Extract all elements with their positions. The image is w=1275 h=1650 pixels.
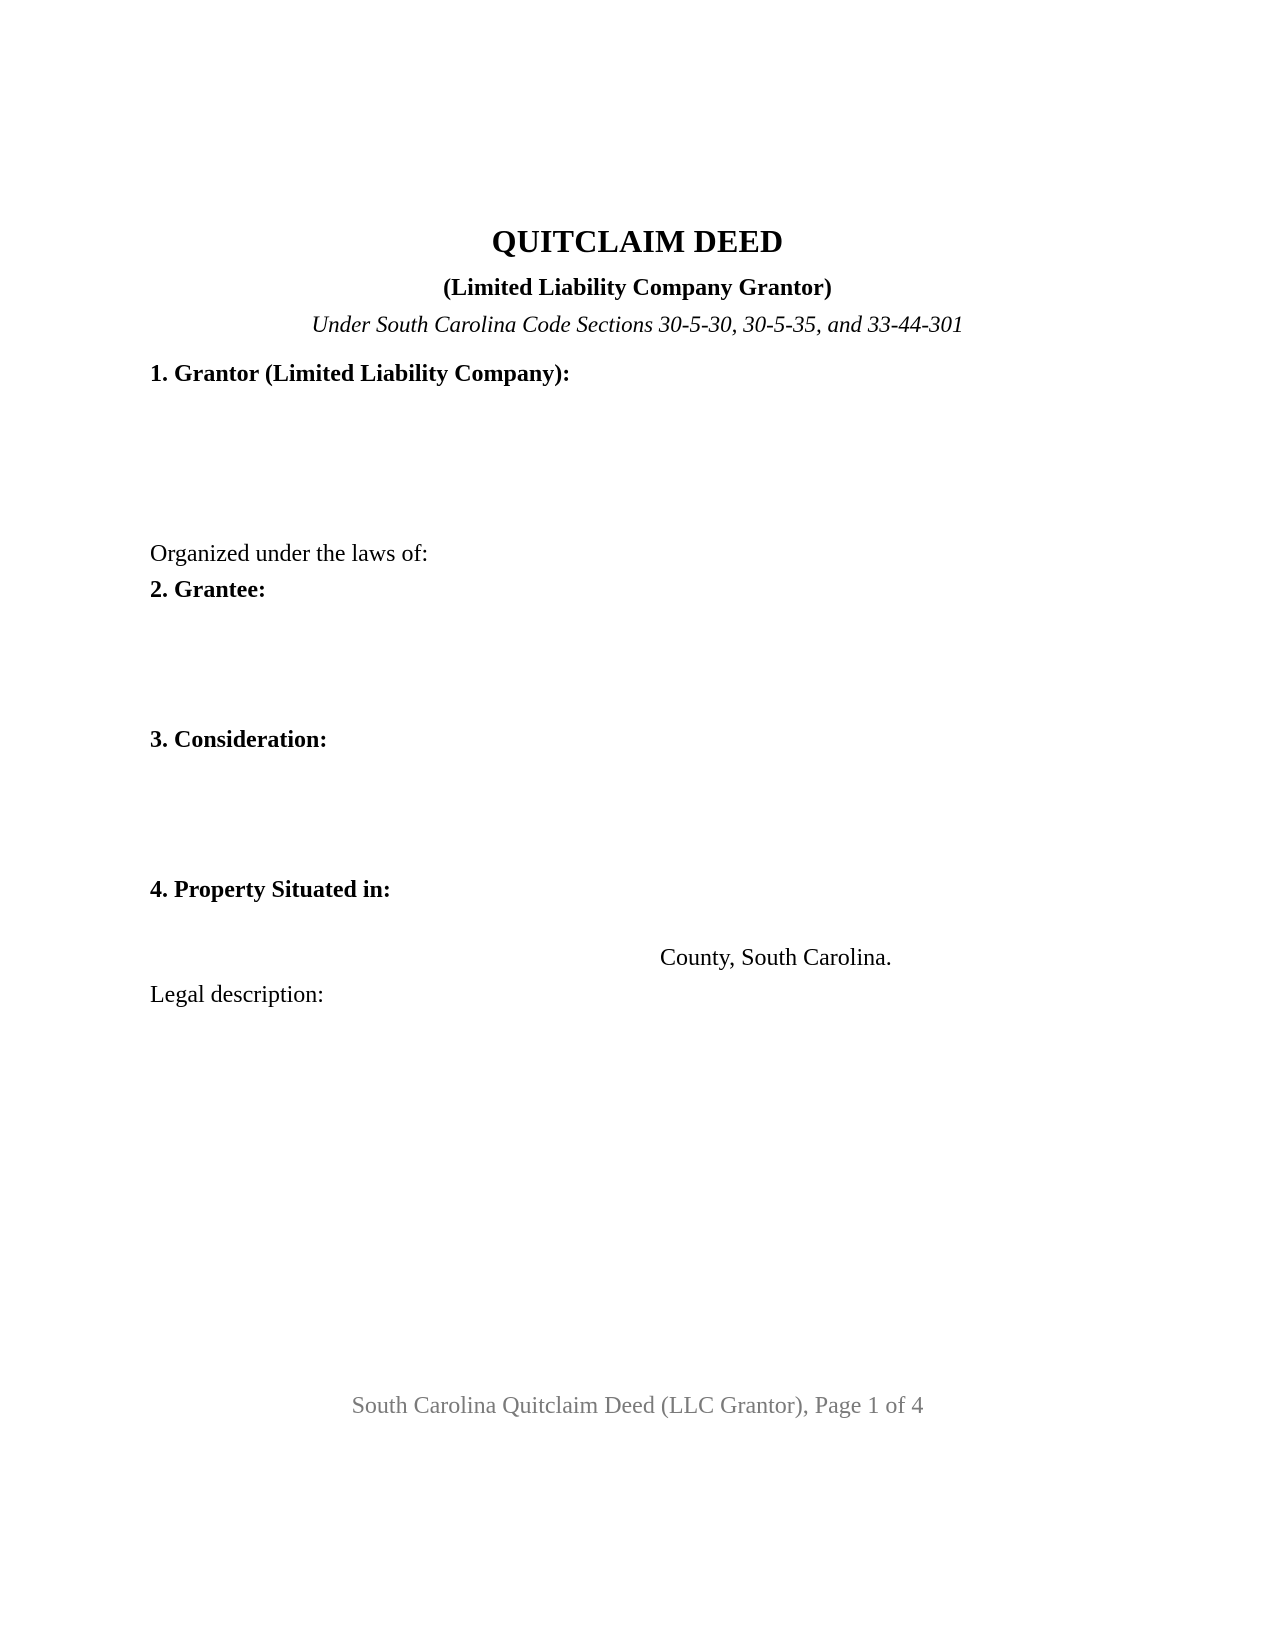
document-title: QUITCLAIM DEED <box>491 223 784 259</box>
grantee-heading: 2. Grantee: <box>150 577 266 603</box>
property-situated-heading: 4. Property Situated in: <box>150 877 391 903</box>
statute-reference: Under South Carolina Code Sections 30-5-30, 30-5-35, and 33-44-301 <box>311 312 964 337</box>
page-footer: South Carolina Quitclaim Deed (LLC Grantor), Page 1 of 4 <box>351 1393 924 1419</box>
consideration-heading: 3. Consideration: <box>150 727 328 753</box>
grantor-heading: 1. Grantor (Limited Liability Company): <box>150 361 571 387</box>
organized-under-label: Organized under the laws of: <box>150 541 429 567</box>
county-suffix-text: County, South Carolina. <box>660 945 892 971</box>
document-subtitle: (Limited Liability Company Grantor) <box>443 275 832 301</box>
legal-description-label: Legal description: <box>150 982 324 1008</box>
